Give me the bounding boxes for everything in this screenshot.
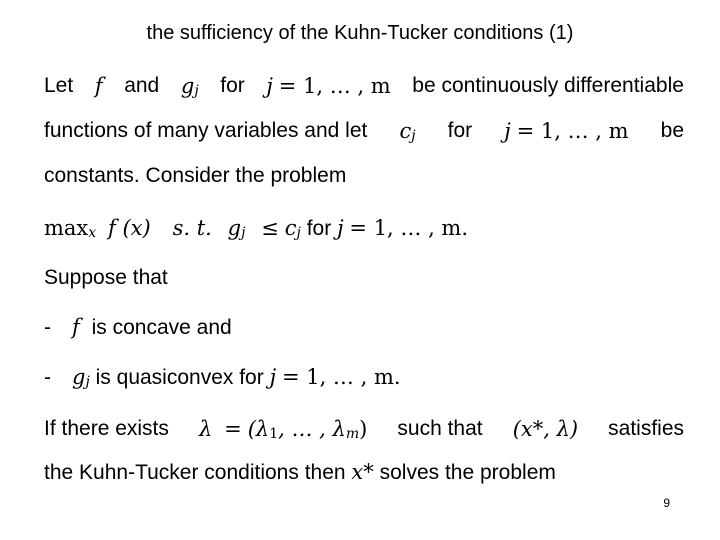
phrase-if-there-exists: If there exists [44,417,169,440]
math-g-j: $g_j$ [227,216,246,241]
math-objective: f (x) [108,216,151,240]
math-g-j: $g_j$ [180,74,199,99]
word-for: for [447,119,473,142]
math-j-range: j = 1, … , m. [269,365,401,389]
math-j-range: j = 1, … , m. [337,216,469,240]
phrase-solves: solves the problem [379,461,556,484]
paragraph-suppose: Suppose that [44,266,168,289]
math-max-sub: x [88,225,97,241]
list-dash: - [44,366,51,389]
phrase-functions: functions of many variables and let [44,119,368,142]
problem-statement [44,213,684,244]
paragraph-line-3: constants. Consider the problem [44,164,347,187]
condition-item-1 [44,312,684,343]
math-c-j: $c_j$ [284,216,301,241]
word-and: and [124,74,160,97]
phrase-continuously-differentiable: be continuously differentiable [412,74,684,97]
paragraph-line-9 [44,457,684,488]
paragraph-line-2 [44,116,684,147]
word-for: for [306,217,332,240]
word-let: Let [44,74,74,97]
phrase-kt-conditions: the Kuhn-Tucker conditions then [44,461,346,484]
word-be: be [660,119,684,142]
condition-item-2 [44,362,684,393]
math-subject-to: s. t. [172,216,212,240]
math-lambda-def: $\lambda = (\lambda_1$, … , $\lambda_m$) [198,417,368,442]
math-leq: ≤ [261,216,279,240]
phrase-quasiconvex: is quasiconvex for [95,366,264,389]
word-for: for [220,74,245,97]
math-j-range: j = 1, … , m [504,119,629,143]
paragraph-line-1 [44,71,684,102]
phrase-such-that: such that [397,417,483,440]
math-j-range: j = 1, … , m [266,74,391,98]
page-number: 9 [663,496,670,510]
math-max: max [44,216,89,240]
math-f: f [72,315,80,339]
paragraph-line-8 [44,414,684,445]
math-c-j: $c_j$ [399,119,416,144]
phrase-concave: is concave and [91,316,232,339]
math-x-star: x* [351,460,374,484]
word-satisfies: satisfies [608,417,684,440]
slide-title: the sufficiency of the Kuhn-Tucker conditions (1) [146,22,574,44]
list-dash: - [44,316,51,339]
math-pair: (x*, λ) [512,417,579,441]
math-g-j: $g_j$ [72,365,90,390]
math-f: f [94,74,103,98]
